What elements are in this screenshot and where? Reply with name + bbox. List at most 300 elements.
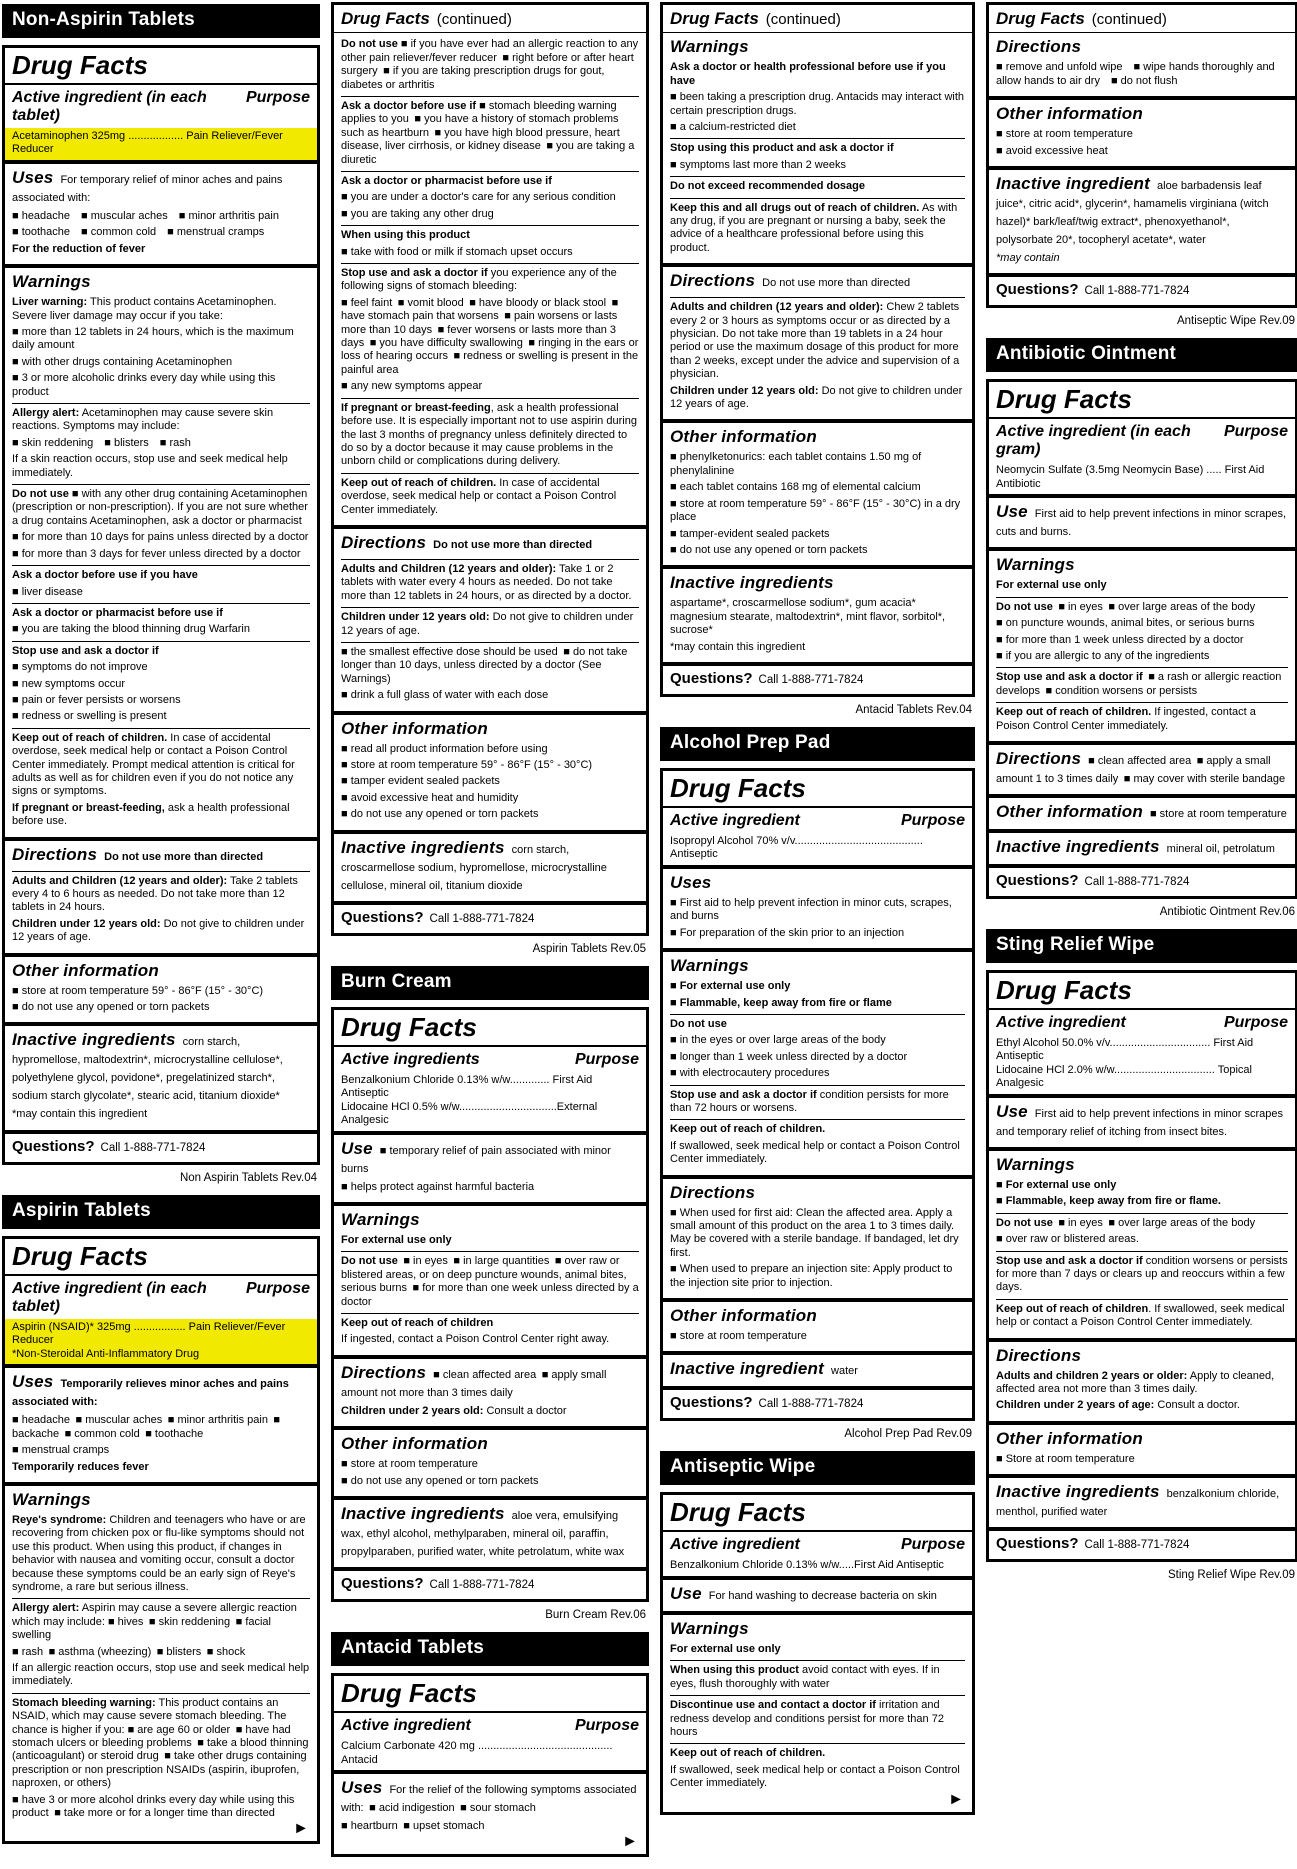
purpose-label: Purpose <box>574 1717 639 1735</box>
text-block <box>12 1662 310 1689</box>
text-block <box>670 61 965 88</box>
section-heading <box>12 1371 310 1412</box>
questions-label: Questions? <box>996 1535 1079 1553</box>
text-run: ■ for more than 3 days for fever unless directed by a doctor <box>12 547 301 560</box>
section-warnings <box>663 948 972 1174</box>
section-heading-inline: water <box>831 1365 858 1378</box>
text-run: ■ headache ■ muscular aches ■ minor arthritis pain ■ backache ■ common cold ■ toothache <box>12 1414 281 1440</box>
text-run: ■ feel faint ■ vomit blood ■ have bloody or black stool ■ have stomach pain that worsens ■ pain worsens or lasts more than 10 days ■ fever worsens or lasts more than 3 days ■ you have difficulty swallowing ■ ringing in the ears or loss of hearing occurs ■ redness or swelling is present in the painful area <box>341 296 639 376</box>
text-run: ■ menstrual cramps <box>12 1444 110 1457</box>
text-block <box>670 198 965 256</box>
section-heading-text: Directions <box>670 271 756 291</box>
text-block <box>996 128 1288 141</box>
section-uses <box>663 865 972 948</box>
text-run: If pregnant or breast-feeding, <box>12 801 165 814</box>
active-ingredient-lines <box>663 833 972 865</box>
active-ingredient-label: Active ingredient (in each tablet) <box>12 88 207 124</box>
text-block <box>996 1195 1288 1208</box>
section-directions <box>989 33 1295 96</box>
text-block <box>12 326 310 353</box>
text-run: If pregnant or breast-feeding <box>341 401 491 414</box>
text-run: ■ more than 12 tablets in 24 hours, which is the maximum daily amount <box>12 326 294 352</box>
section-heading <box>341 837 639 896</box>
panel-title-label: Sting Relief Wipe <box>996 934 1155 956</box>
active-ingredient-section <box>663 1532 972 1576</box>
text-run: ■ skin reddening ■ blisters ■ rash <box>12 436 191 449</box>
text-run: Adults and Children (12 years and older): <box>341 562 557 575</box>
text-run: Liver warning: <box>12 296 88 309</box>
text-block <box>996 650 1288 663</box>
section-heading-text: Other information <box>12 960 159 980</box>
text-run: Adults and Children (12 years and older): <box>12 874 228 887</box>
section-heading <box>996 1101 1288 1142</box>
active-ingredient-label: Active ingredient <box>341 1717 471 1735</box>
text-run: ■ store at room temperature 59° - 86°F (15° - 30°C) <box>12 984 264 997</box>
text-run: ■ store at room temperature <box>341 1458 478 1471</box>
active-ingredient-lines <box>5 128 317 160</box>
text-run: Ask a doctor or pharmacist before use if <box>12 606 223 619</box>
text-run: condition worsens or persists for more than 7 days or clears up and reoccurs within a few days. <box>996 1254 1288 1294</box>
active-ingredient-heading <box>663 810 972 833</box>
text-run: Keep out of reach of children. <box>670 1123 826 1136</box>
active-ingredient-lines <box>334 1738 646 1770</box>
text-block <box>12 226 310 239</box>
continue-arrow-icon: ► <box>293 1820 309 1838</box>
text-block <box>670 1207 965 1261</box>
questions-section <box>663 662 972 694</box>
text-block <box>12 871 310 915</box>
section-heading-text: Directions <box>341 1362 427 1382</box>
text-block <box>670 597 965 637</box>
section-other-information <box>989 794 1295 829</box>
active-ingredient-line: Isopropyl Alcohol 70% v/v.......................................... Antiseptic <box>670 834 923 861</box>
text-block <box>670 1643 965 1656</box>
questions-section <box>989 864 1295 896</box>
text-block <box>996 1233 1288 1246</box>
text-block <box>12 1514 310 1594</box>
text-block <box>996 1399 1288 1412</box>
section-heading-text: Use <box>670 1583 702 1603</box>
section-heading-text: Uses <box>12 1372 54 1392</box>
active-ingredient-heading <box>663 1534 972 1557</box>
section-heading-text: Warnings <box>12 1489 91 1509</box>
active-ingredient-section <box>334 1047 646 1131</box>
text-run: *may contain <box>996 251 1060 264</box>
text-block <box>12 243 310 256</box>
text-block <box>12 372 310 399</box>
text-block <box>12 603 310 620</box>
section-heading <box>670 1358 965 1381</box>
text-block <box>12 1461 310 1474</box>
text-run: Aspirin may cause a severe allergic reaction which may include: ■ hives ■ skin reddening ■ facial swelling <box>12 1602 297 1642</box>
text-block <box>341 473 639 517</box>
section-heading-text: Inactive ingredient <box>670 1359 825 1379</box>
panel-footer: Burn Cream Rev.06 <box>545 1609 646 1622</box>
text-run: ■ store at room temperature <box>996 128 1133 141</box>
text-run: ■ symptoms last more than 2 weeks <box>670 158 846 171</box>
text-block <box>12 1646 310 1659</box>
active-ingredient-section <box>663 808 972 865</box>
active-ingredient-heading <box>334 1049 646 1072</box>
active-ingredient-section <box>334 1713 646 1770</box>
text-run: This product contains an NSAID, which may cause severe stomach bleeding. The chance is higher if you: ■ are age 60 or older ■ have had stomach ulcers or bleeding problems ■ take a blood thinning (anticoagulant) or steroid drug ■ take other drugs containing prescription or non prescription NSAIDs (aspirin, ibuprofen, naproxen, or others) <box>12 1696 309 1790</box>
text-run: ■ For external use only <box>996 1178 1117 1191</box>
active-ingredient-line: Calcium Carbonate 420 mg ............................................ Antacid <box>341 1740 613 1766</box>
text-block <box>12 586 310 599</box>
section-heading-text: Warnings <box>670 1618 749 1638</box>
text-block <box>670 544 965 557</box>
text-block <box>12 531 310 544</box>
text-run: ■ in the eyes or over large areas of the body <box>670 1034 886 1047</box>
text-run: Consult a doctor. <box>1154 1399 1240 1412</box>
section-heading-inline: Temporarily relieves minor aches and pains associated with: <box>12 1378 289 1409</box>
text-run: ■ headache ■ muscular aches ■ minor arthritis pain <box>12 209 279 222</box>
text-block <box>341 1458 639 1471</box>
text-run: If ingested, contact a Poison Control Center right away. <box>341 1333 610 1346</box>
text-run: Do not give to children under 12 years of age. <box>12 917 305 944</box>
text-block <box>996 252 1288 265</box>
panel-title-label: Alcohol Prep Pad <box>670 731 831 753</box>
active-ingredient-line: Acetaminophen 325mg .................. Pain Reliever/Fever Reducer <box>12 129 283 156</box>
text-run: For external use only <box>670 1642 781 1655</box>
section-heading <box>670 955 965 978</box>
text-run: Keep out of reach of children. <box>996 706 1152 719</box>
drug-facts-title-text: Drug Facts <box>341 1677 477 1708</box>
text-run: ■ phenylketonurics: each tablet contains 1.50 mg of phenylalinine <box>670 451 922 477</box>
text-run: condition persists for more than 72 hours or worsens. <box>670 1088 949 1114</box>
text-run: ■ store at room temperature 59° - 86°F (15° - 30°C) <box>341 759 593 772</box>
section-heading <box>341 1138 639 1179</box>
section-heading <box>996 36 1288 59</box>
panel-footer: Alcohol Prep Pad Rev.09 <box>844 1428 972 1441</box>
panel-footer: Antacid Tablets Rev.04 <box>855 703 972 716</box>
text-block <box>341 607 639 638</box>
text-run: Do not use <box>341 1255 398 1268</box>
section-heading-inline: aloe barbadensis leaf juice*, citric acid*, glycerin*, hamamelis virginiana (witch hazel)* bark/leaf/twig extract*, phenoxyethanol*, polysorbate 20*, tocopheryl acetate*, water <box>996 179 1269 246</box>
text-block <box>12 565 310 582</box>
active-ingredient-heading <box>5 87 317 128</box>
text-run: Take 2 tablets every 4 to 6 hours as needed. Do not take more than 12 tablets in 24 hours. <box>12 874 298 914</box>
section-heading-inline: Do not use more than directed <box>433 538 593 551</box>
text-run: Keep out of reach of children <box>996 1302 1149 1315</box>
panel-title-label: Aspirin Tablets <box>12 1199 151 1221</box>
text-run: Do not use <box>996 600 1053 613</box>
drug-facts-panel <box>660 2 975 697</box>
drug-facts-panel <box>660 768 975 1422</box>
section-heading <box>996 1345 1288 1368</box>
section-heading-inline: ■ temporary relief of pain associated with minor burns <box>341 1144 611 1175</box>
section-heading <box>670 270 965 293</box>
active-ingredient-section <box>989 419 1295 494</box>
section-heading-inline: benzalkonium chloride, menthol, purified water <box>996 1488 1280 1519</box>
questions-phone: Call 1-888-771-7824 <box>1084 1539 1190 1552</box>
text-run: Stop use and ask a doctor if <box>12 644 159 657</box>
section-inactive-ingredients <box>989 1474 1295 1527</box>
text-run: If a skin reaction occurs, stop use and seek medical help immediately. <box>12 453 288 479</box>
text-run: This product contains Acetaminophen. Severe liver damage may occur if you take: <box>12 296 277 322</box>
text-block <box>996 1179 1288 1192</box>
text-block <box>341 775 639 788</box>
section-heading-text: Inactive ingredients <box>670 573 834 593</box>
text-block <box>670 385 965 412</box>
section-heading-text: Warnings <box>996 1154 1075 1174</box>
text-run: ■ Flammable, keep away from fire or flame. <box>996 1195 1221 1208</box>
drug-facts-title-text: Drug Facts <box>12 1240 148 1271</box>
section-heading-text: Other information <box>670 1306 817 1326</box>
section-heading-inline: First aid to help prevent infections in minor scrapes, cuts and burns. <box>996 508 1287 539</box>
text-block <box>12 728 310 799</box>
text-run: Children and teenagers who have or are recovering from chicken pox or flu-like symptoms should not use this product. When using this product, if changes in behavior with nausea and vomiting occur, consult a doctor because these symptoms could be an early sign of Reye's syndrome, a rare but serious illness. <box>12 1513 306 1593</box>
text-run: ■ avoid excessive heat and humidity <box>341 791 519 804</box>
text-block <box>670 641 965 654</box>
purpose-label: Purpose <box>245 88 310 106</box>
section-heading-text: Directions <box>12 844 98 864</box>
text-run: ■ When used for first aid: Clean the affected area. Apply a small amount of this product on the area 1 to 3 times daily. May be covered with a sterile bandage. If bandaged, let dry first. <box>670 1206 959 1259</box>
text-run: ■ for more than 10 days for pains unless directed by a doctor <box>12 531 309 544</box>
drug-facts-title <box>989 382 1295 419</box>
text-block <box>670 897 965 924</box>
drug-facts-title-text: Drug Facts <box>670 772 806 803</box>
section-inactive-ingredients <box>663 565 972 662</box>
text-run: ■ you are under a doctor's care for any serious condition <box>341 191 616 204</box>
text-block <box>12 1444 310 1457</box>
active-ingredient-line: Benzalkonium Chloride 0.13% w/w.....First Aid Antiseptic <box>670 1559 944 1572</box>
section-warnings <box>334 1202 646 1355</box>
text-run: Chew 2 tablets every 2 or 3 hours as symptoms occur or as directed by a physician. Do not take more than 19 tablets in a 24 hour period or use the maximum dosage of this product for more than 2 weeks, except under the advice and supervision of a physician. <box>670 301 960 381</box>
section-heading <box>670 1583 965 1606</box>
section-uses <box>5 1364 317 1482</box>
text-run: ■ redness or swelling is present <box>12 710 167 723</box>
active-ingredient-label: Active ingredients <box>341 1050 480 1068</box>
text-run: ■ any new symptoms appear <box>341 380 483 393</box>
column-3 <box>660 2 975 1863</box>
text-run: For the reduction of fever <box>12 242 146 255</box>
text-block <box>996 61 1288 88</box>
text-block <box>670 481 965 494</box>
text-run: Consult a doctor <box>483 1404 567 1417</box>
active-ingredient-label: Active ingredient (in each tablet) <box>12 1279 207 1315</box>
section-heading-text: Other information <box>341 1434 488 1454</box>
drug-facts-title <box>663 1495 972 1532</box>
section-directions <box>663 263 972 419</box>
section-directions <box>334 1355 646 1426</box>
text-run: ■ a rash or allergic reaction develops ■ condition worsens or persists <box>996 671 1282 697</box>
active-ingredient-heading <box>5 1278 317 1319</box>
text-block <box>670 297 965 381</box>
active-ingredient-line: Lidocaine HCl 0.5% w/w................................External Analgesic <box>341 1100 598 1127</box>
text-run: Keep out of reach of children. <box>12 731 168 744</box>
drug-facts-title-text: Drug Facts <box>341 9 430 28</box>
active-ingredient-label: Active ingredient <box>996 1013 1126 1031</box>
active-ingredient-section <box>5 1276 317 1365</box>
questions-phone: Call 1-888-771-7824 <box>100 1141 206 1154</box>
text-block <box>341 225 639 242</box>
section-warnings <box>5 264 317 836</box>
section-heading-inline: ■ store at room temperature <box>1149 808 1287 821</box>
section-warnings <box>663 33 972 263</box>
text-run: ■ heartburn ■ upset stomach <box>341 1820 485 1833</box>
column-2 <box>331 2 649 1863</box>
drug-facts-continued-text: (continued) <box>1091 11 1167 28</box>
section-heading <box>670 1182 965 1205</box>
text-block <box>341 808 639 821</box>
text-run: Ask a doctor before use if <box>341 99 477 112</box>
drug-facts-title-text: Drug Facts <box>996 974 1132 1005</box>
section-heading-text: Inactive ingredients <box>996 1482 1160 1502</box>
purpose-label: Purpose <box>900 811 965 829</box>
panel-header-bar <box>986 338 1297 372</box>
text-block <box>996 1453 1288 1466</box>
text-run: Ask a doctor or health professional before use if you have <box>670 61 946 87</box>
text-block <box>341 1820 639 1833</box>
section-heading-text: Uses <box>341 1778 383 1798</box>
section-heading-text: Warnings <box>12 272 91 292</box>
text-run: Do not use <box>341 38 398 51</box>
text-run: . If swallowed, seek medical help or contact a Poison Control Center immediately. <box>996 1302 1285 1329</box>
drug-facts-title <box>5 48 317 85</box>
text-block <box>996 1370 1288 1397</box>
text-block <box>12 453 310 480</box>
text-run: ■ 3 or more alcoholic drinks every day while using this product <box>12 372 276 398</box>
text-run: If ingested, contact a Poison Control Center immediately. <box>996 706 1256 732</box>
text-run: ■ for more than 1 week unless directed by a doctor <box>996 633 1244 646</box>
text-block <box>12 1598 310 1642</box>
column-4 <box>986 2 1297 1863</box>
active-ingredient-heading <box>989 1012 1295 1035</box>
text-block <box>996 145 1288 158</box>
text-block <box>670 1695 965 1739</box>
section-heading <box>996 836 1288 859</box>
section-heading-text: Other information <box>341 718 488 738</box>
active-ingredient-label: Active ingredient <box>670 811 800 829</box>
purpose-label: Purpose <box>1223 1013 1288 1031</box>
active-ingredient-line: Ethyl Alcohol 50.0% v/v................................. First Aid Antiseptic <box>996 1036 1254 1063</box>
drug-facts-title <box>663 5 972 33</box>
drug-facts-title-text: Drug Facts <box>670 1497 806 1528</box>
section-heading-text: Inactive ingredients <box>341 837 505 857</box>
questions-phone: Call 1-888-771-7824 <box>758 1398 864 1411</box>
active-ingredient-lines <box>663 1557 972 1576</box>
text-run: In case of accidental overdose, seek medical help or contact a Poison Control Center immediately. <box>341 476 617 516</box>
text-run: ■ liver disease <box>12 585 83 598</box>
text-run: Allergy alert: <box>12 1602 80 1615</box>
text-run: Reye's syndrome: <box>12 1513 107 1526</box>
text-block <box>341 297 639 377</box>
active-ingredient-lines <box>989 462 1295 494</box>
text-run: ■ For external use only <box>670 980 791 993</box>
text-run: ■ store at room temperature <box>670 1330 807 1343</box>
text-run: Do not give to children under 12 years of age. <box>670 384 963 411</box>
text-run: In case of accidental overdose, seek medical help or contact a Poison Control Center immediately. Prompt medical attention is critical for adults as well as for children even if you do not notice any signs or symptoms. <box>12 731 295 798</box>
section-warnings <box>989 1147 1295 1338</box>
text-block <box>996 617 1288 630</box>
text-block <box>12 985 310 998</box>
text-run: ■ you are taking the blood thinning drug Warfarin <box>12 623 250 636</box>
text-block <box>12 1001 310 1014</box>
panel-footer: Aspirin Tablets Rev.05 <box>532 942 646 955</box>
text-run: Keep this and all drugs out of reach of children. <box>670 201 920 214</box>
section-heading-text: Warnings <box>670 37 749 57</box>
panel-header-bar <box>986 929 1297 963</box>
panel-footer: Sting Relief Wipe Rev.09 <box>1168 1569 1295 1582</box>
section-heading <box>12 1029 310 1106</box>
section-heading <box>341 1503 639 1562</box>
text-run: Stop use and ask a doctor if <box>670 1088 817 1101</box>
active-ingredient-line: *Non-Steroidal Anti-Inflammatory Drug <box>12 1347 200 1360</box>
panel-footer: Antibiotic Ointment Rev.06 <box>1159 906 1295 919</box>
questions-phone: Call 1-888-771-7824 <box>1084 876 1190 889</box>
text-block <box>996 667 1288 698</box>
section-heading <box>996 103 1288 126</box>
section-heading <box>670 572 965 595</box>
text-block <box>341 743 639 756</box>
column-1 <box>2 2 320 1863</box>
panel-header-bar <box>331 966 649 1000</box>
questions-section <box>334 1567 646 1599</box>
text-block <box>341 171 639 188</box>
section-heading <box>996 801 1288 824</box>
text-run: ■ drink a full glass of water with each dose <box>341 689 549 702</box>
text-block <box>12 694 310 707</box>
text-block <box>670 927 965 940</box>
section-heading <box>341 1209 639 1232</box>
section-heading-text: Directions <box>670 1182 756 1202</box>
section-inactive-ingredient <box>663 1351 972 1386</box>
panel-title-label: Non-Aspirin Tablets <box>12 9 195 30</box>
text-run: ■ take with food or milk if stomach upset occurs <box>341 245 573 258</box>
drug-facts-title-text: Drug Facts <box>341 1011 477 1042</box>
text-block <box>341 1475 639 1488</box>
text-run: ■ in eyes ■ over large areas of the body <box>1052 1216 1256 1229</box>
text-run: ■ the smallest effective dose should be used ■ do not take longer than 10 days, unless directed by a doctor (See Warnings) <box>341 645 628 685</box>
section-use <box>663 1576 972 1611</box>
drug-facts-panel <box>2 1236 320 1845</box>
text-run: Children under 12 years old: <box>12 917 161 930</box>
text-run: Acetaminophen may cause severe skin reactions. Symptoms may include: <box>12 407 274 433</box>
questions-label: Questions? <box>12 1137 95 1155</box>
text-run: ■ each tablet contains 168 mg of elemental calcium <box>670 481 921 494</box>
text-run: Take 1 or 2 tablets with water every 4 hours as needed. Do not take more than 12 tablets in 24 hours, or as directed by a doctor. <box>341 562 632 602</box>
section-heading-inline: For the relief of the following symptoms associated with: ■ acid indigestion ■ sour stomach <box>341 1784 637 1815</box>
text-block <box>670 1263 965 1290</box>
text-run: ■ remove and unfold wipe ■ wipe hands thoroughly and allow hands to air dry ■ do not flush <box>996 61 1275 87</box>
section-inactive-ingredients <box>334 830 646 901</box>
text-run: Keep out of reach of children. <box>670 1747 826 1760</box>
text-run: ■ pain or fever persists or worsens <box>12 693 181 706</box>
section-heading <box>341 1777 639 1818</box>
section-heading-inline: Do not use more than directed <box>104 850 264 863</box>
section-other-information <box>989 96 1295 166</box>
text-run: Keep out of reach of children <box>341 1317 494 1330</box>
text-run: Allergy alert: <box>12 407 80 420</box>
drug-facts-title <box>989 5 1295 33</box>
questions-section <box>989 273 1295 305</box>
text-run: ■ with electrocautery procedures <box>670 1067 830 1080</box>
text-run: *may contain this ingredient <box>670 640 806 653</box>
text-run: Stop use and ask a doctor if <box>996 671 1143 684</box>
purpose-label: Purpose <box>1223 423 1288 441</box>
text-block <box>12 623 310 636</box>
section-heading-text: Other information <box>996 104 1143 124</box>
section-directions <box>5 837 317 953</box>
text-block <box>670 1660 965 1691</box>
panel-title-label: Antiseptic Wipe <box>670 1456 816 1478</box>
text-block <box>996 1213 1288 1230</box>
section-heading-text: Directions <box>996 1345 1082 1365</box>
text-block <box>341 208 639 221</box>
text-block <box>670 1085 965 1116</box>
text-run: Adults and children (12 years and older): <box>670 301 884 314</box>
